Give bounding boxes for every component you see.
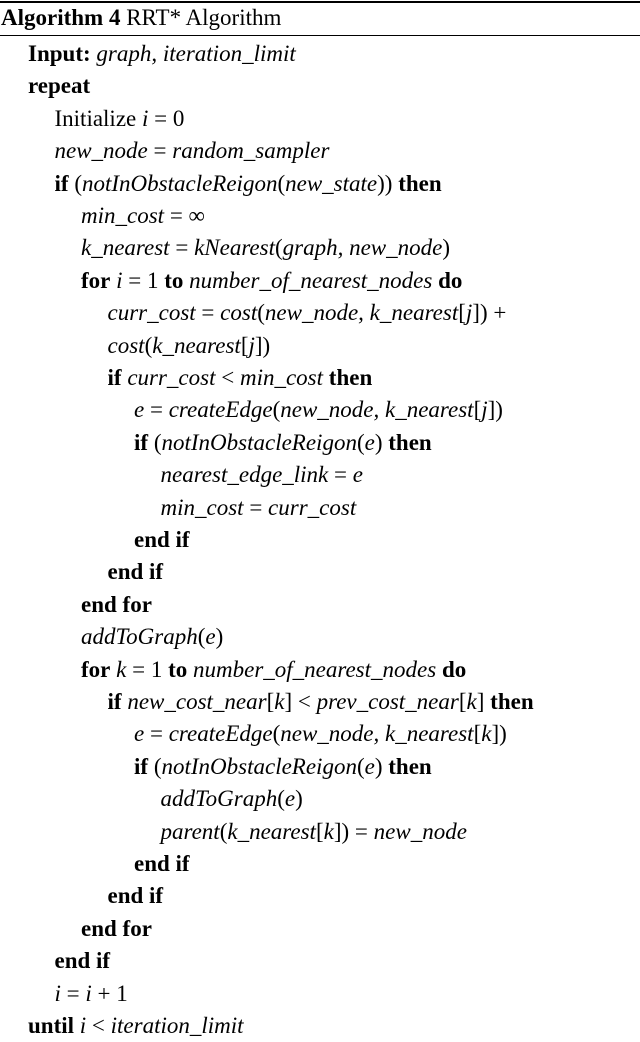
keyword: end for [81, 591, 152, 617]
math-token: i [79, 1013, 87, 1038]
algorithm-line [134, 524, 190, 556]
text-token: ) [374, 429, 389, 455]
math-token: graph, iteration_limit [96, 41, 296, 66]
math-token: e [205, 624, 216, 650]
text-token: = [169, 235, 195, 261]
text-token: [ [473, 397, 482, 423]
algorithm-line [81, 654, 466, 686]
math-token: k [116, 656, 127, 682]
keyword: end for [81, 915, 152, 941]
algorithm-line [108, 686, 534, 718]
text-token: ) [215, 624, 224, 650]
math-token: e [364, 753, 375, 779]
algorithm-line [28, 38, 296, 70]
math-token: e [284, 786, 296, 812]
algorithm-line [81, 621, 223, 653]
math-token: notInObstacleReigon [161, 429, 357, 455]
text-token: ( [277, 170, 286, 196]
text-token: ) [295, 786, 303, 812]
text-token: ( [257, 300, 265, 326]
keyword: then [388, 429, 432, 455]
algorithm-line [81, 589, 152, 621]
math-token: new_node [373, 818, 467, 844]
algorithm-line [161, 783, 303, 815]
algorithm-line [108, 330, 271, 362]
keyword: then [328, 365, 373, 390]
math-token: k_nearest [227, 818, 316, 844]
text-token: ) [374, 753, 389, 779]
text-token: = [243, 494, 269, 520]
math-token: k [274, 689, 285, 714]
algorithm-line [108, 556, 164, 588]
text-token: ]) [254, 332, 271, 358]
text-token: )) [377, 170, 399, 196]
keyword: end if [134, 851, 190, 876]
text-token: ( [356, 753, 365, 779]
keyword: if [107, 365, 122, 390]
keyword: if [134, 753, 149, 779]
math-token: number_of_nearest_nodes [189, 267, 433, 293]
algorithm-label: Algorithm 4 [1, 5, 121, 30]
algorithm-line [161, 816, 467, 848]
math-token: graph, new_node [282, 235, 443, 261]
text-token: ) [442, 235, 451, 261]
keyword: for [81, 267, 111, 293]
algorithm-line [108, 880, 164, 912]
keyword: then [398, 170, 442, 196]
keyword: for [81, 656, 111, 682]
math-token: curr_cost [268, 494, 357, 520]
math-token: createEdge [168, 397, 273, 423]
text-token: ]) + [472, 300, 507, 326]
keyword: if [107, 689, 122, 714]
text-token: = [144, 397, 169, 423]
keyword: Input: [28, 41, 91, 66]
text-token: = [328, 462, 353, 488]
math-token: j [248, 332, 255, 358]
algorithm-line [134, 751, 432, 783]
math-token: i [116, 267, 123, 293]
algorithm-line [55, 945, 111, 977]
math-token: e [352, 462, 363, 488]
math-token: i [142, 105, 149, 131]
text-token: ( [148, 429, 162, 455]
algorithm-line [55, 135, 330, 167]
keyword: repeat [28, 73, 91, 99]
math-token: new_node [54, 138, 148, 164]
text-token: = [147, 138, 173, 164]
math-token: cost [107, 332, 145, 358]
text-token: [ [458, 689, 467, 714]
keyword: then [388, 753, 432, 779]
math-token: k [323, 818, 334, 844]
math-token: addToGraph [160, 786, 278, 812]
math-token: new_state [285, 170, 378, 196]
text-token: ]) = [333, 818, 374, 844]
math-token: number_of_nearest_nodes [193, 656, 437, 682]
keyword: to [168, 656, 188, 682]
text-token: ( [356, 429, 365, 455]
text-token: [ [473, 721, 482, 747]
text-token: < [215, 365, 240, 390]
algorithm-line [28, 1010, 244, 1042]
text-token: [ [458, 300, 466, 326]
math-token: nearest_edge_link [160, 462, 329, 488]
math-token: new_node, k_nearest [280, 721, 474, 747]
math-token: new_node, k_nearest [264, 300, 459, 326]
text-token: ( [148, 753, 162, 779]
math-token: k [466, 689, 477, 714]
math-token: notInObstacleReigon [81, 170, 278, 196]
math-token: k_nearest [81, 235, 170, 261]
text-token: ( [219, 818, 228, 844]
keyword: to [164, 267, 184, 293]
math-token: curr_cost [127, 365, 216, 390]
math-token: min_cost [160, 494, 244, 520]
text-token: = 1 [126, 656, 169, 682]
text-token: = [144, 721, 169, 747]
algorithm-line [134, 394, 503, 426]
math-token: new_node, k_nearest [280, 397, 474, 423]
algorithm-line [28, 70, 90, 102]
algorithm-line [108, 297, 507, 329]
text-token: ] [476, 689, 491, 714]
text-token: = [195, 300, 221, 326]
text-token: = 0 [148, 105, 185, 131]
math-token: j [481, 397, 488, 423]
keyword: end if [134, 527, 190, 552]
math-token: k_nearest [152, 332, 241, 358]
caption-rule [0, 35, 640, 36]
math-token: curr_cost [107, 300, 196, 326]
algorithm-line [81, 232, 450, 264]
math-token: min_cost [81, 203, 165, 228]
keyword: do [438, 267, 463, 293]
math-token: prev_cost_near [316, 689, 459, 714]
algorithm-line [81, 265, 462, 297]
math-token: iteration_limit [110, 1013, 244, 1038]
math-token: j [465, 300, 473, 326]
math-token: k [481, 721, 492, 747]
text-token: ( [197, 624, 206, 650]
keyword: end if [107, 883, 164, 909]
algorithm-line [55, 103, 185, 135]
algorithm-line [81, 200, 205, 232]
math-token: new_cost_near [127, 689, 267, 714]
keyword: until [28, 1013, 75, 1038]
text-token: ] < [284, 689, 317, 714]
keyword: if [54, 170, 69, 196]
text-token: = 1 [122, 267, 165, 293]
text-token: ( [144, 332, 153, 358]
text-token: ]) [487, 397, 503, 423]
math-token: createEdge [168, 721, 273, 747]
math-token: i [54, 980, 61, 1006]
keyword: if [134, 429, 149, 455]
text-token: ( [272, 721, 281, 747]
math-token: kNearest [194, 235, 275, 261]
keyword: end if [107, 559, 164, 585]
math-token: i [85, 980, 92, 1006]
text-token: < [86, 1013, 111, 1038]
algorithm-line [81, 913, 152, 945]
algorithm-line [161, 459, 363, 491]
math-token: e [134, 397, 145, 423]
text-token: ( [277, 786, 285, 812]
text-token: [ [315, 818, 324, 844]
algorithm-title: RRT* Algorithm [126, 5, 282, 30]
text-token: ( [68, 170, 82, 196]
text-token: ( [272, 397, 281, 423]
math-token: e [364, 429, 375, 455]
math-token: min_cost [239, 365, 324, 390]
keyword: end if [54, 948, 111, 974]
algorithm-line [161, 492, 357, 524]
algorithm-line [134, 848, 190, 880]
text-token: + 1 [91, 980, 128, 1006]
keyword: do [441, 656, 467, 682]
keyword: then [490, 689, 534, 714]
algorithm-line [108, 362, 373, 394]
math-token: cost [220, 300, 258, 326]
algorithm-line [55, 978, 128, 1010]
algorithm-caption [1, 3, 281, 33]
math-token: random_sampler [172, 138, 330, 164]
text-token: [ [240, 332, 249, 358]
text-token: = [60, 980, 86, 1006]
text-token: Initialize [54, 105, 142, 131]
math-token: e [134, 721, 145, 747]
text-token: [ [266, 689, 275, 714]
math-token: notInObstacleReigon [161, 753, 357, 779]
text-token: ]) [491, 721, 507, 747]
text-token: ( [274, 235, 283, 261]
math-token: parent [160, 818, 220, 844]
algorithm-line [134, 427, 432, 459]
text-token: = ∞ [164, 203, 205, 228]
math-token: addToGraph [81, 624, 198, 650]
algorithm-line [134, 718, 507, 750]
algorithm-line [55, 168, 442, 200]
